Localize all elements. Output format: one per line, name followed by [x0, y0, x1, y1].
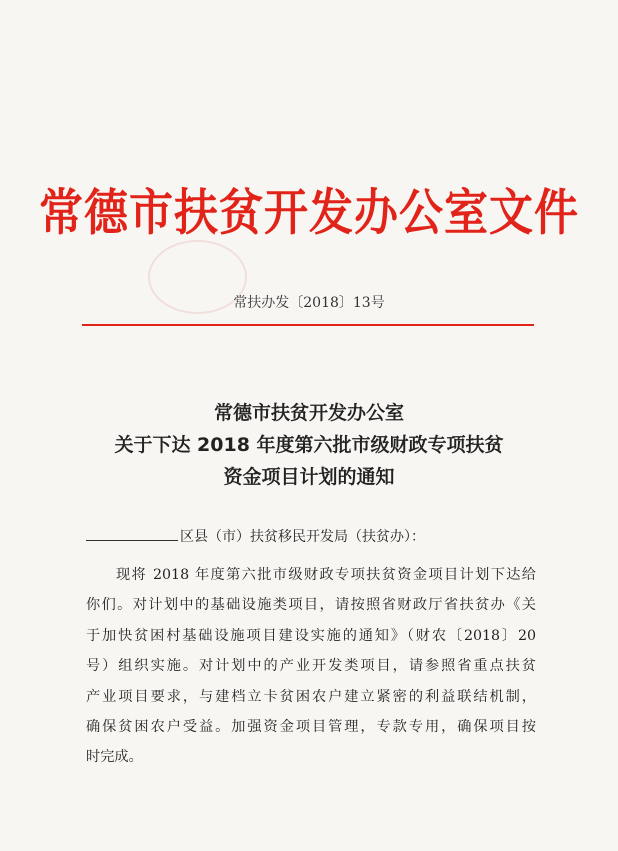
body-line-7: 时完成。 — [86, 749, 143, 766]
document-number: 常扶办发〔2018〕13号 — [233, 295, 385, 311]
issuing-office-title: 常德市扶贫开发办公室文件 — [39, 184, 579, 242]
notice-title-line-3: 资金项目计划的通知 — [223, 466, 395, 488]
body-line-1: 现将 2018 年度第六批市级财政专项扶贫资金项目计划下达给 — [116, 567, 536, 583]
show-through-text — [150, 104, 510, 118]
body-line-6: 确保贫困农户受益。加强资金项目管理，专款专用，确保项目按 — [86, 718, 536, 735]
recipient-blank — [86, 528, 178, 541]
notice-title — [0, 397, 618, 493]
recipient-line — [86, 526, 425, 546]
body-line-3: 于加快贫困村基础设施项目建设实施的通知》（财农〔2018〕20 — [86, 627, 536, 644]
body-paragraph — [86, 560, 536, 773]
recipient-text: 区县（市）扶贫移民开发局（扶贫办）： — [180, 529, 425, 545]
red-separator-line — [82, 324, 534, 326]
notice-title-line-2: 关于下达 2018 年度第六批市级财政专项扶贫 — [114, 434, 504, 456]
body-line-2: 你们。对计划中的基础设施类项目，请按照省财政厅省扶贫办《关 — [86, 597, 536, 614]
notice-title-line-1: 常德市扶贫开发办公室 — [213, 402, 404, 424]
body-line-4: 号）组织实施。对计划中的产业开发类项目，请参照省重点扶贫 — [86, 658, 536, 675]
body-line-5: 产业项目要求，与建档立卡贫困农户建立紧密的利益联结机制， — [86, 688, 536, 705]
